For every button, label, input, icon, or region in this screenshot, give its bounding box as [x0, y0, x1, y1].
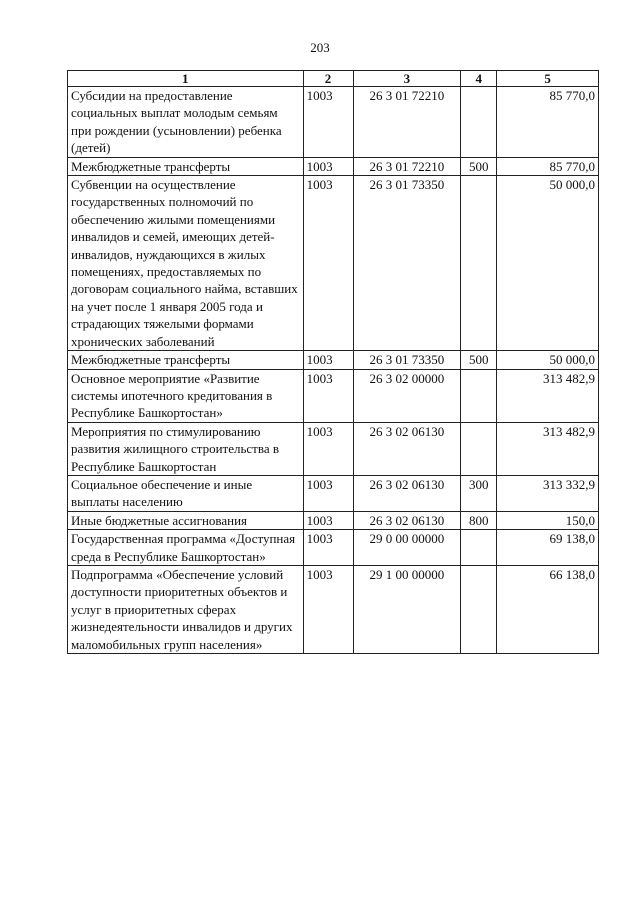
row-type [461, 530, 497, 566]
row-section: 1003 [303, 369, 353, 422]
row-name: Основное мероприятие «Развитие системы ипотечного кредитования в Республике Башкортостан» [68, 369, 304, 422]
row-type: 300 [461, 475, 497, 511]
row-type [461, 422, 497, 475]
row-name: Межбюджетные трансферты [68, 351, 304, 369]
row-code: 26 3 02 00000 [353, 369, 461, 422]
row-section: 1003 [303, 351, 353, 369]
row-name: Подпрограмма «Обеспечение условий доступности приоритетных объектов и услуг в приоритетных сферах жизнедеятельности инвалидов и других маломобильных групп населения» [68, 565, 304, 653]
table-row [68, 369, 599, 422]
table-row [68, 87, 599, 158]
row-section: 1003 [303, 475, 353, 511]
table-row [68, 511, 599, 529]
row-name: Субвенции на осуществление государственных полномочий по обеспечению жилыми помещениями инвалидов и семей, имеющих детей-инвалидов, нуждающихся в жилых помещениях, предоставляемых по договорам социального найма, вставших на учет после 1 января 2005 года и страдающих тяжелыми формами хронических заболеваний [68, 176, 304, 351]
row-amount: 313 332,9 [497, 475, 599, 511]
row-amount: 150,0 [497, 511, 599, 529]
page-number: 203 [310, 40, 330, 55]
row-code: 26 3 02 06130 [353, 511, 461, 529]
row-type: 500 [461, 157, 497, 175]
row-name: Субсидии на предоставление социальных выплат молодым семьям при рождении (усыновлении) ребенка (детей) [68, 87, 304, 158]
column-header-3: 3 [353, 71, 461, 87]
row-section: 1003 [303, 157, 353, 175]
table-row [68, 422, 599, 475]
table-header-row [68, 71, 599, 87]
row-type [461, 565, 497, 653]
table-row [68, 176, 599, 351]
row-section: 1003 [303, 511, 353, 529]
row-code: 26 3 02 06130 [353, 475, 461, 511]
row-name: Иные бюджетные ассигнования [68, 511, 304, 529]
table-row [68, 475, 599, 511]
row-code: 26 3 01 72210 [353, 87, 461, 158]
row-amount: 69 138,0 [497, 530, 599, 566]
row-section: 1003 [303, 176, 353, 351]
row-name: Социальное обеспечение и иные выплаты населению [68, 475, 304, 511]
row-code: 26 3 02 06130 [353, 422, 461, 475]
column-header-5: 5 [497, 71, 599, 87]
table-row [68, 351, 599, 369]
table-row [68, 530, 599, 566]
row-code: 29 1 00 00000 [353, 565, 461, 653]
table-row [68, 157, 599, 175]
row-type [461, 369, 497, 422]
row-amount: 66 138,0 [497, 565, 599, 653]
row-amount: 85 770,0 [497, 87, 599, 158]
column-header-2: 2 [303, 71, 353, 87]
row-type [461, 176, 497, 351]
row-type: 500 [461, 351, 497, 369]
table-row [68, 565, 599, 653]
row-section: 1003 [303, 87, 353, 158]
row-amount: 50 000,0 [497, 351, 599, 369]
row-code: 26 3 01 73350 [353, 351, 461, 369]
column-header-1: 1 [68, 71, 304, 87]
row-name: Межбюджетные трансферты [68, 157, 304, 175]
row-amount: 313 482,9 [497, 422, 599, 475]
row-type [461, 87, 497, 158]
row-amount: 85 770,0 [497, 157, 599, 175]
row-section: 1003 [303, 422, 353, 475]
row-section: 1003 [303, 530, 353, 566]
row-type: 800 [461, 511, 497, 529]
row-code: 26 3 01 73350 [353, 176, 461, 351]
row-amount: 313 482,9 [497, 369, 599, 422]
budget-table [67, 70, 599, 654]
column-header-4: 4 [461, 71, 497, 87]
row-name: Мероприятия по стимулированию развития жилищного строительства в Республике Башкортостан [68, 422, 304, 475]
row-code: 29 0 00 00000 [353, 530, 461, 566]
row-code: 26 3 01 72210 [353, 157, 461, 175]
row-section: 1003 [303, 565, 353, 653]
row-name: Государственная программа «Доступная среда в Республике Башкортостан» [68, 530, 304, 566]
row-amount: 50 000,0 [497, 176, 599, 351]
